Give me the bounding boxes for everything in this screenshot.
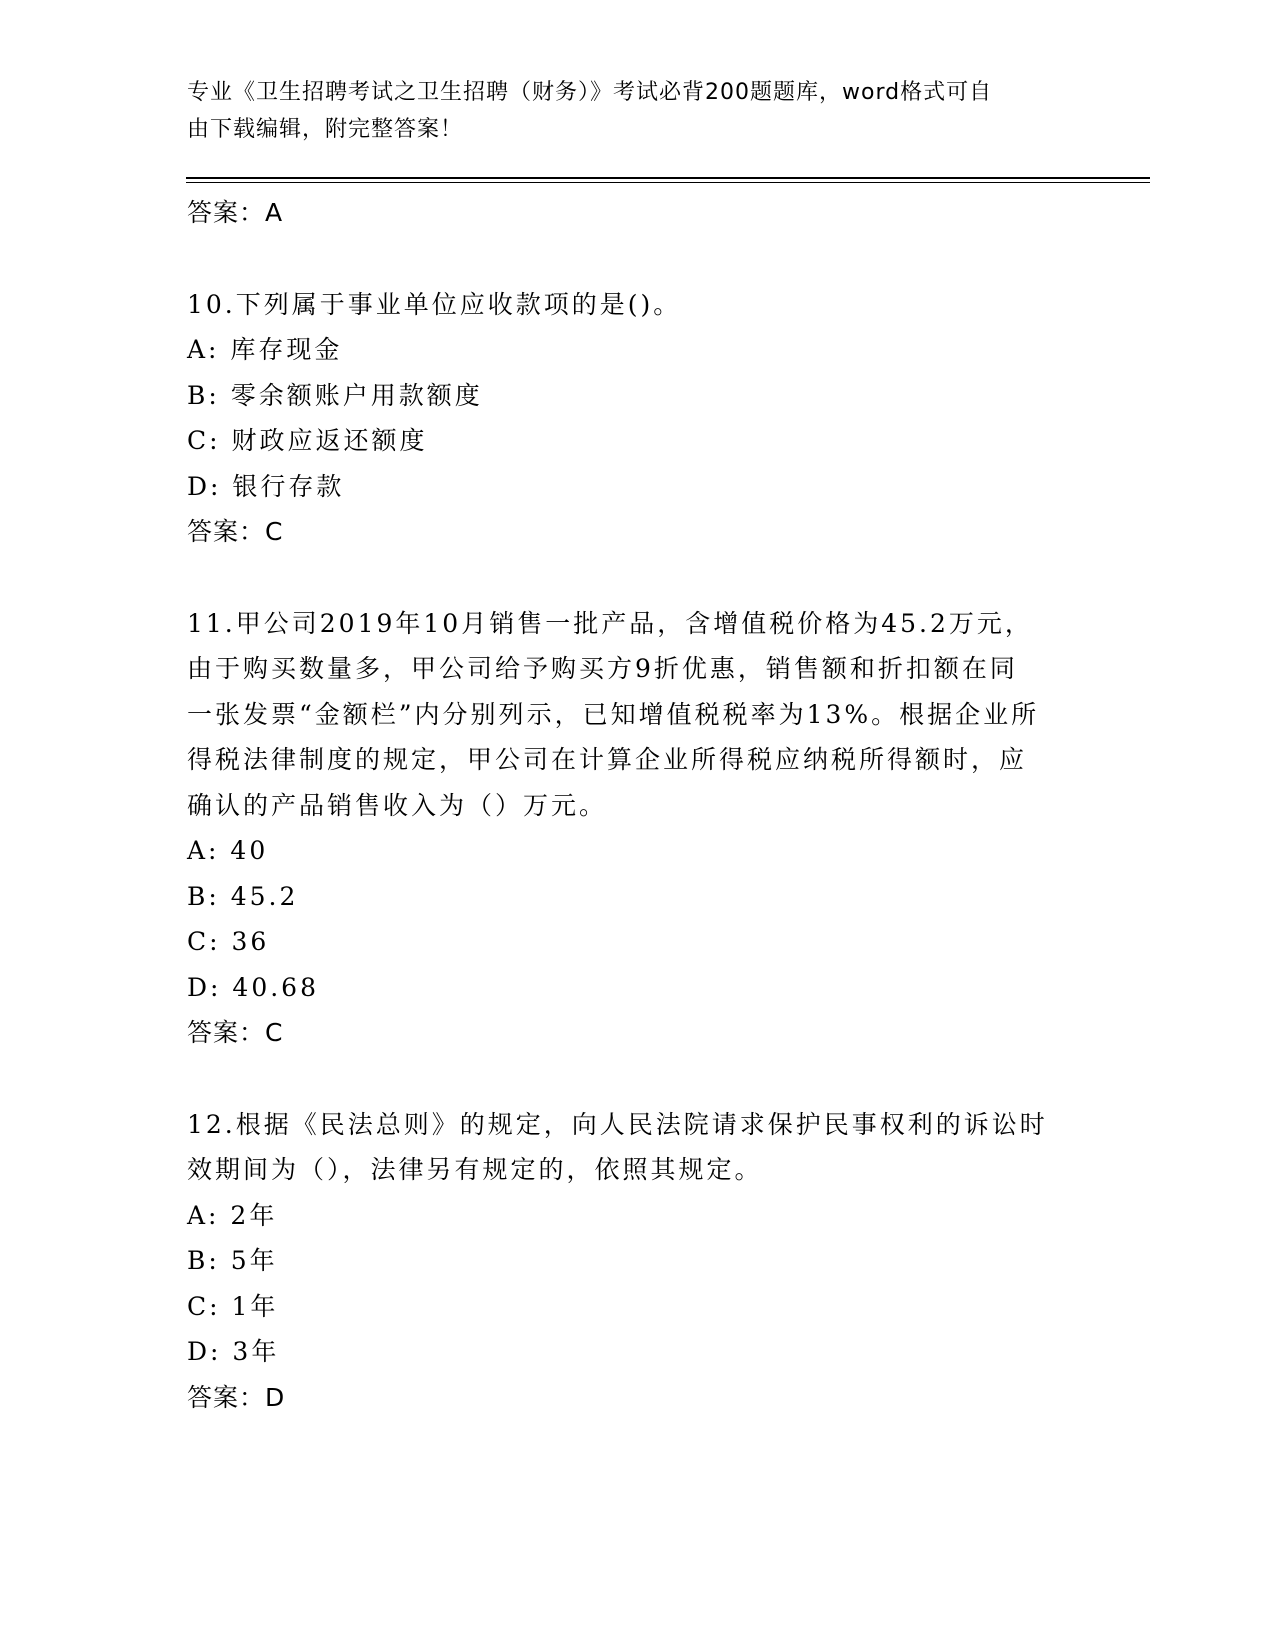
question-answer: 答案：D xyxy=(187,1382,286,1412)
question-11 xyxy=(187,601,1087,1056)
option-a: A: 库存现金 xyxy=(187,335,343,364)
header-rule-thick xyxy=(186,177,1150,179)
previous-answer: 答案：A xyxy=(187,198,284,227)
spacer xyxy=(187,555,1087,601)
option-b: B: 45.2 xyxy=(187,881,299,911)
option-c: C: 1年 xyxy=(187,1291,279,1321)
option-d: D: 银行存款 xyxy=(187,471,345,501)
question-stem-line: 确认的产品销售收入为（）万元。 xyxy=(187,790,608,820)
spacer xyxy=(187,236,1087,282)
option-a: A: 2年 xyxy=(187,1200,278,1230)
question-stem-line: 10.下列属于事业单位应收款项的是()。 xyxy=(187,289,682,319)
question-10 xyxy=(187,282,1087,555)
question-stem-line: 一张发票“金额栏”内分别列示，已知增值税税率为13%。根据企业所 xyxy=(187,699,1040,729)
option-d: D: 40.68 xyxy=(187,972,319,1002)
option-a: A: 40 xyxy=(187,836,269,865)
option-c: C: 财政应返还额度 xyxy=(187,426,428,455)
option-b: B: 零余额账户用款额度 xyxy=(187,380,483,410)
question-answer: 答案：C xyxy=(187,517,284,546)
header-rule-thin xyxy=(186,182,1150,183)
question-answer: 答案：C xyxy=(187,1018,284,1047)
header-line-2: 由下载编辑，附完整答案！ xyxy=(187,117,464,142)
question-list xyxy=(187,190,1087,1420)
option-b: B: 5年 xyxy=(187,1246,278,1275)
question-stem-line: 得税法律制度的规定，甲公司在计算企业所得税应纳税所得额时，应 xyxy=(187,745,1028,774)
document-header xyxy=(187,74,1067,148)
spacer xyxy=(187,1056,1087,1102)
option-d: D: 3年 xyxy=(187,1337,280,1366)
question-stem-line: 效期间为（），法律另有规定的，依照其规定。 xyxy=(187,1155,763,1184)
question-stem-line: 12.根据《民法总则》的规定，向人民法院请求保护民事权利的诉讼时 xyxy=(187,1109,1048,1139)
header-line-1: 专业《卫生招聘考试之卫生招聘（财务）》考试必背200题题库，word格式可自 xyxy=(187,80,993,105)
option-c: C: 36 xyxy=(187,927,270,956)
question-stem-line: 11.甲公司2019年10月销售一批产品，含增值税价格为45.2万元， xyxy=(187,608,1033,638)
question-stem-line: 由于购买数量多，甲公司给予购买方9折优惠，销售额和折扣额在同 xyxy=(187,654,1018,683)
question-12 xyxy=(187,1102,1087,1421)
